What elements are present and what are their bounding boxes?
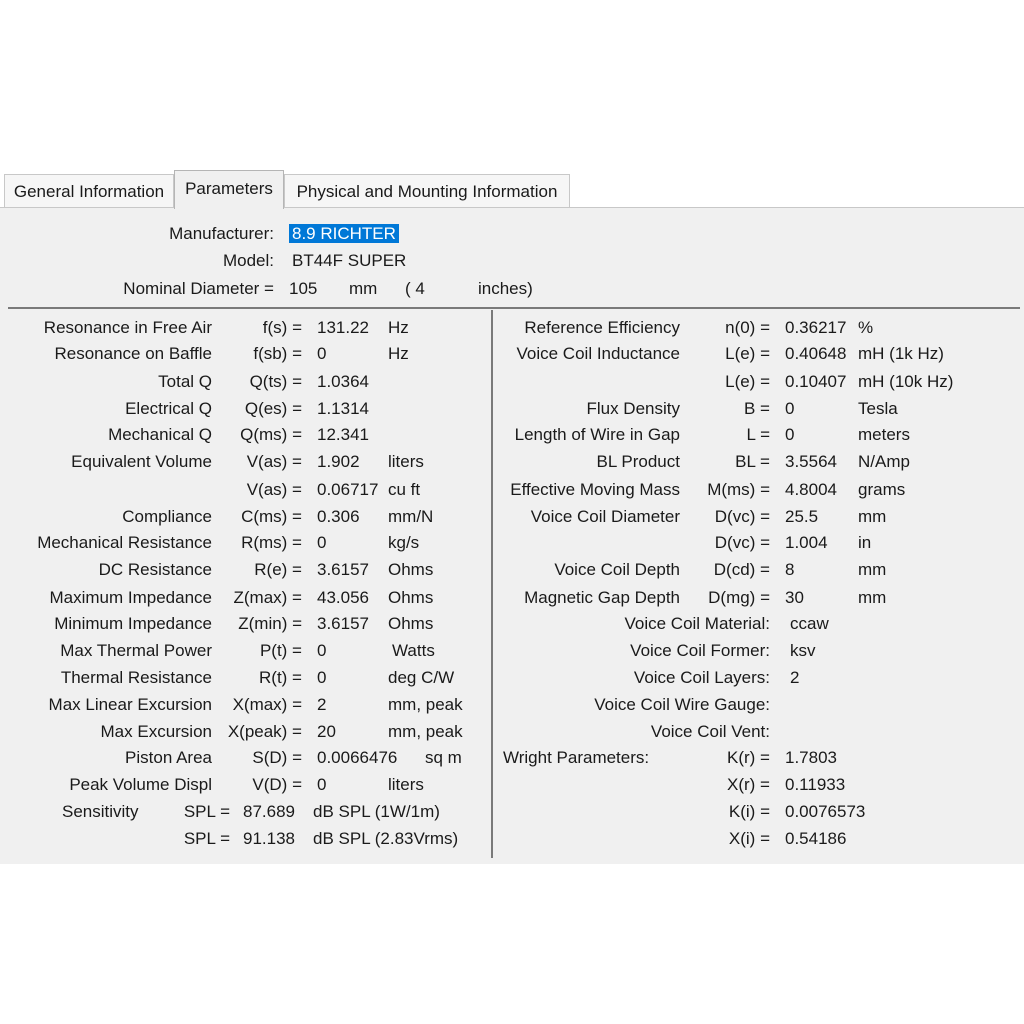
param-symbol: Q(ms) =: [240, 425, 302, 444]
param-row: [0, 451, 490, 473]
param-symbol: V(as) =: [246, 480, 302, 499]
param-label: Mechanical Q: [108, 425, 212, 444]
param-unit: mm: [858, 507, 887, 526]
model-value: BT44F SUPER: [292, 251, 407, 270]
param-row: [0, 667, 490, 689]
param-unit: Tesla: [858, 399, 898, 418]
nominal-diameter-inches: ( 4: [405, 279, 425, 298]
wright-symbol: X(i) =: [728, 829, 770, 848]
param-unit: mm, peak: [388, 722, 463, 741]
nominal-diameter-mm: 105: [289, 279, 318, 298]
param-label: Voice Coil Depth: [554, 560, 680, 579]
model-label: Model:: [222, 251, 274, 270]
param-symbol: M(ms) =: [707, 480, 770, 499]
param-symbol: Q(es) =: [244, 399, 302, 418]
coil-label: Voice Coil Material:: [624, 614, 770, 633]
param-label: Reference Efficiency: [524, 318, 680, 337]
wright-symbol: K(r) =: [727, 748, 770, 767]
param-row: [0, 371, 490, 393]
param-value: 12.341: [317, 425, 369, 444]
param-value: 0.40648: [785, 344, 847, 363]
wright-value: 0.54186: [785, 829, 847, 848]
wright-value: 1.7803: [785, 748, 837, 767]
param-value: 0: [785, 425, 795, 444]
param-row: [494, 532, 1019, 554]
param-value: 20: [317, 722, 336, 741]
coil-label: Voice Coil Former:: [630, 641, 770, 660]
param-label: Peak Volume Displ: [69, 775, 212, 794]
param-unit: Hz: [388, 318, 409, 337]
param-row: [494, 317, 1019, 339]
param-unit: mH (10k Hz): [858, 372, 954, 391]
wright-symbol: X(r) =: [727, 775, 770, 794]
param-symbol: D(vc) =: [714, 507, 770, 526]
param-unit: sq m: [425, 748, 462, 767]
wright-parameters-label: Wright Parameters:: [503, 748, 650, 767]
spl-value: 87.689: [243, 802, 295, 821]
param-unit: Hz: [388, 344, 409, 363]
page-background-bottom: [0, 864, 1024, 1024]
param-symbol: R(ms) =: [241, 533, 302, 552]
param-unit: mH (1k Hz): [858, 344, 944, 363]
param-row: [0, 774, 490, 796]
wright-value: 0.11933: [785, 775, 846, 794]
param-symbol: f(s) =: [262, 318, 302, 337]
param-value: 0: [785, 399, 795, 418]
param-value: 0: [317, 775, 327, 794]
param-row: [494, 479, 1019, 501]
spl-value: 91.138: [243, 829, 295, 848]
param-symbol: Z(min) =: [238, 614, 302, 633]
param-symbol: C(ms) =: [241, 507, 302, 526]
param-unit: mm, peak: [388, 695, 463, 714]
coil-value: 2: [790, 668, 800, 687]
param-value: 0.0066476: [317, 748, 398, 767]
param-symbol: n(0) =: [725, 318, 770, 337]
param-row: [0, 587, 490, 609]
param-value: 0: [317, 641, 327, 660]
param-value: 0: [317, 533, 327, 552]
spl-symbol: SPL =: [183, 829, 230, 848]
param-value: 2: [317, 695, 327, 714]
param-value: 25.5: [785, 507, 819, 526]
param-label: Max Linear Excursion: [48, 695, 212, 714]
wright-value: 0.0076573: [785, 802, 866, 821]
param-label: Total Q: [158, 372, 212, 391]
param-value: 8: [785, 560, 795, 579]
param-label: Length of Wire in Gap: [514, 425, 680, 444]
param-value: 1.1314: [317, 399, 369, 418]
param-unit: Ohms: [388, 588, 434, 607]
column-divider: [491, 310, 493, 858]
manufacturer-selected-text[interactable]: 8.9 RICHTER: [289, 224, 399, 243]
param-row: [494, 451, 1019, 473]
param-value: 0: [317, 668, 327, 687]
manufacturer-value[interactable]: [289, 223, 399, 245]
coil-value: ccaw: [790, 614, 829, 633]
header-divider: [8, 307, 1020, 309]
param-unit: grams: [858, 480, 906, 499]
param-label: Maximum Impedance: [49, 588, 212, 607]
spl-symbol: SPL =: [183, 802, 230, 821]
param-unit: liters: [388, 775, 424, 794]
param-value: 0.10407: [785, 372, 847, 391]
param-unit: deg C/W: [388, 668, 455, 687]
param-label: Compliance: [122, 507, 212, 526]
param-row: [0, 398, 490, 420]
param-row: [0, 317, 490, 339]
param-value: 0.06717: [317, 480, 379, 499]
tab-parameters[interactable]: Parameters: [174, 170, 284, 209]
param-row: [494, 371, 1019, 393]
param-label: Magnetic Gap Depth: [524, 588, 680, 607]
param-row: [0, 747, 490, 769]
param-value: 3.5564: [785, 452, 837, 471]
coil-label: Voice Coil Vent:: [650, 722, 770, 741]
param-row: [0, 479, 490, 501]
tab-physical-and-mounting-information[interactable]: Physical and Mounting Information: [284, 174, 570, 207]
param-symbol: R(t) =: [259, 668, 302, 687]
param-label: Voice Coil Diameter: [530, 507, 680, 526]
param-unit: Ohms: [388, 560, 434, 579]
coil-label: Voice Coil Wire Gauge:: [594, 695, 770, 714]
nominal-diameter-label: Nominal Diameter =: [123, 279, 274, 298]
param-label: Resonance in Free Air: [43, 318, 212, 337]
param-label: Equivalent Volume: [71, 452, 212, 471]
param-label: BL Product: [596, 452, 680, 471]
param-label: Piston Area: [125, 748, 212, 767]
param-unit: Watts: [392, 641, 435, 660]
param-label: Resonance on Baffle: [54, 344, 212, 363]
param-label: Max Thermal Power: [60, 641, 212, 660]
param-label: Max Excursion: [100, 722, 212, 741]
param-symbol: L(e) =: [725, 344, 770, 363]
param-value: 0.306: [317, 507, 360, 526]
param-unit: Ohms: [388, 614, 434, 633]
param-unit: cu ft: [388, 480, 421, 499]
param-label: Minimum Impedance: [54, 614, 212, 633]
param-symbol: BL =: [735, 452, 770, 471]
nominal-diameter-inches-unit: inches): [478, 279, 533, 298]
param-value: 30: [785, 588, 804, 607]
param-value: 3.6157: [317, 560, 369, 579]
param-unit: kg/s: [388, 533, 420, 552]
param-unit: N/Amp: [858, 452, 910, 471]
param-symbol: P(t) =: [259, 641, 302, 660]
param-value: 3.6157: [317, 614, 369, 633]
spl-unit: dB SPL (1W/1m): [313, 802, 440, 821]
param-row: [494, 559, 1019, 581]
param-value: 1.902: [317, 452, 360, 471]
param-symbol: X(peak) =: [227, 722, 302, 741]
param-symbol: R(e) =: [254, 560, 302, 579]
param-value: 131.22: [317, 318, 369, 337]
param-value: 0: [317, 344, 327, 363]
param-row: [0, 506, 490, 528]
nominal-diameter-mm-unit: mm: [349, 279, 378, 298]
param-unit: mm/N: [388, 507, 434, 526]
param-symbol: D(mg) =: [708, 588, 770, 607]
param-label: Electrical Q: [125, 399, 212, 418]
param-row: [494, 424, 1019, 446]
param-row: [494, 587, 1019, 609]
param-symbol: V(as) =: [246, 452, 302, 471]
param-unit: %: [858, 318, 874, 337]
param-unit: mm: [858, 588, 887, 607]
manufacturer-label: Manufacturer:: [169, 224, 274, 243]
param-row: [494, 343, 1019, 365]
param-unit: in: [858, 533, 872, 552]
param-symbol: f(sb) =: [253, 344, 302, 363]
param-row: [0, 424, 490, 446]
param-label: Voice Coil Inductance: [516, 344, 680, 363]
spl-unit: dB SPL (2.83Vrms): [313, 829, 459, 848]
param-label: Effective Moving Mass: [510, 480, 680, 499]
param-label: Flux Density: [586, 399, 680, 418]
param-symbol: Z(max) =: [233, 588, 302, 607]
param-symbol: D(vc) =: [714, 533, 770, 552]
param-symbol: L(e) =: [725, 372, 770, 391]
param-row: [0, 640, 490, 662]
param-row: [0, 613, 490, 635]
param-unit: mm: [858, 560, 887, 579]
param-unit: liters: [388, 452, 424, 471]
param-label: Mechanical Resistance: [37, 533, 212, 552]
param-row: [494, 398, 1019, 420]
param-symbol: V(D) =: [252, 775, 302, 794]
param-value: 1.0364: [317, 372, 369, 391]
wright-symbol: K(i) =: [728, 802, 770, 821]
param-symbol: S(D) =: [252, 748, 302, 767]
param-row: [0, 721, 490, 743]
param-value: 43.056: [317, 588, 369, 607]
param-value: 4.8004: [785, 480, 837, 499]
tab-general-information[interactable]: General Information: [4, 174, 174, 207]
param-symbol: L =: [746, 425, 770, 444]
sensitivity-label: Sensitivity: [62, 802, 139, 821]
coil-label: Voice Coil Layers:: [633, 668, 770, 687]
param-row: [0, 343, 490, 365]
param-unit: meters: [858, 425, 910, 444]
param-row: [0, 532, 490, 554]
param-symbol: B =: [744, 399, 770, 418]
param-label: Thermal Resistance: [60, 668, 212, 687]
param-value: 0.36217: [785, 318, 847, 337]
param-label: DC Resistance: [98, 560, 212, 579]
param-symbol: Q(ts) =: [249, 372, 302, 391]
param-value: 1.004: [785, 533, 828, 552]
param-row: [494, 506, 1019, 528]
param-symbol: X(max) =: [232, 695, 302, 714]
param-row: [0, 694, 490, 716]
coil-value: ksv: [790, 641, 816, 660]
param-row: [0, 559, 490, 581]
param-symbol: D(cd) =: [713, 560, 770, 579]
